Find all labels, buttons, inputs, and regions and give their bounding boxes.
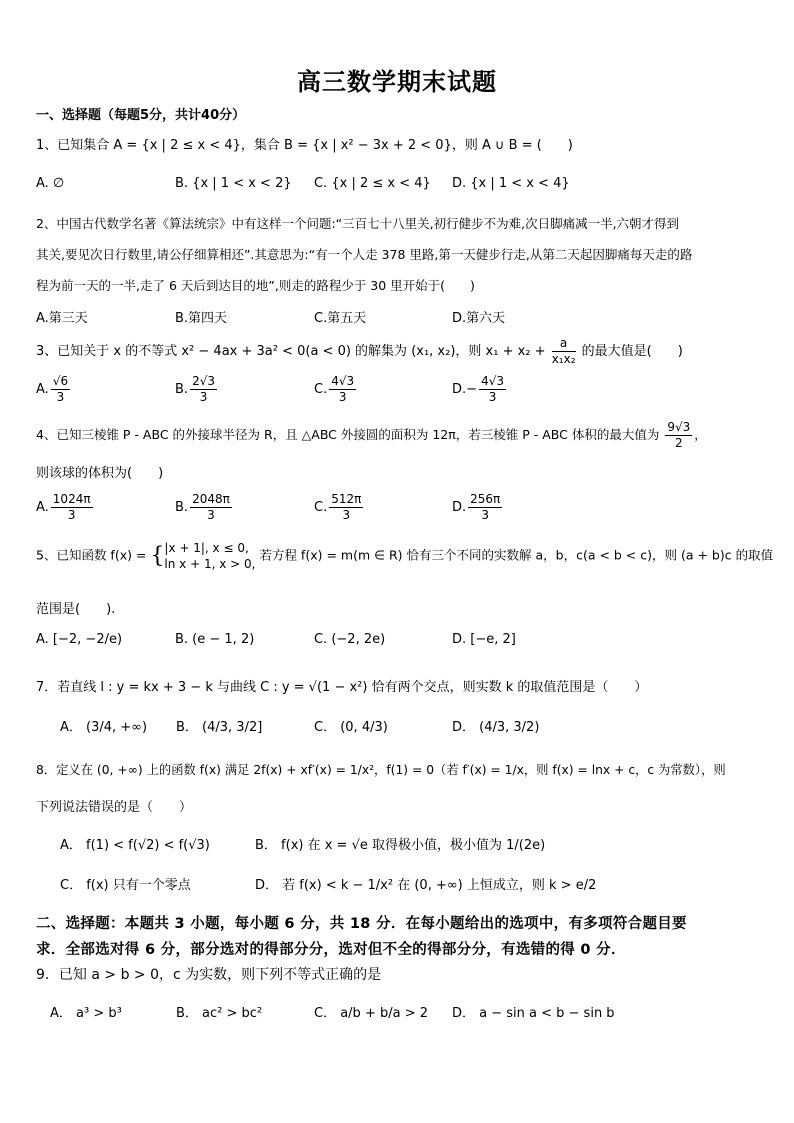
q4-option-b: B. $\frac{2048\pi}{3}$	[175, 492, 230, 522]
q2-line-3: 程为前一天的一半,走了 6 天后到达目的地”,则走的路程少于 30 里开始于( )	[36, 278, 475, 293]
q9-stem: 9．已知 a > b > 0，c 为实数，则下列不等式正确的是	[36, 967, 382, 983]
q3-option-d: D.− $\frac{4√3}{3}$	[452, 374, 504, 404]
q4-option-c: C. $\frac{512\pi}{3}$	[314, 492, 362, 522]
q9-option-c: C． a/b + b/a > 2	[314, 1006, 428, 1021]
q5-stem: 5、已知函数 f(x) = { |x + 1|, x ≤ 0, ln x + 1, x > 0, 若方程 f(x) = m(m ∈ R) 恰有三个不同的实数解 a，b，c(a < b < c)，则 (a + b)c 的取值	[36, 541, 774, 571]
q2-option-b: B.第四天	[175, 311, 228, 326]
section-2-line-1: 二、选择题：本题共 3 小题，每小题 6 分，共 18 分．在每小题给出的选项中，有多项符合题目要	[36, 916, 687, 932]
q2-option-d: D.第六天	[452, 311, 506, 326]
q8-line-2: 下列说法错误的是（ ）	[36, 800, 193, 815]
q1-option-d: D. {x | 1 < x < 4}	[452, 176, 570, 191]
q9-option-a: A． a³ > b³	[50, 1006, 122, 1021]
q1-stem: 1、已知集合 A = {x | 2 ≤ x < 4}，集合 B = {x | x² − 3x + 2 < 0}，则 A ∪ B = ( )	[36, 138, 573, 153]
q7-option-b: B． (4/3, 3/2]	[176, 720, 263, 735]
q7-option-c: C． (0, 4/3)	[314, 720, 388, 735]
q4-fraction: $\frac{9√3}{2}$	[667, 420, 691, 450]
q7-stem: 7．若直线 l : y = kx + 3 − k 与曲线 C : y = √(1 − x²) 恰有两个交点，则实数 k 的取值范围是（ ）	[36, 680, 648, 695]
q3-stem-a: 3、已知关于 x 的不等式 x² − 4ax + 3a² < 0(a < 0) 的解集为 (x₁, x₂)，则 x₁ + x₂ +	[36, 344, 546, 359]
section-2-line-2: 求．全部选对得 6 分，部分选对的得部分分，选对但不全的得部分分，有选错的得 0 分．	[36, 942, 626, 958]
q1-option-c: C. {x | 2 ≤ x < 4}	[314, 176, 431, 191]
q2-line-1: 2、中国古代数学名著《算法统宗》中有这样一个问题:“三百七十八里关,初行健步不为难,次日脚痛减一半,六朝才得到	[36, 216, 680, 231]
q3-option-b: B. $\frac{2√3}{3}$	[175, 374, 215, 404]
q5-stem-a: 5、已知函数 f(x) =	[36, 547, 147, 563]
q5-option-c: C. (−2, 2e)	[314, 632, 386, 647]
q4-stem: 4、已知三棱锥 P - ABC 的外接球半径为 R，且 △ABC 外接圆的面积为 12π，若三棱锥 P - ABC 体积的最大值为 $\frac{9√3}{2}$ ，	[36, 420, 707, 450]
q5-stem-b: 若方程 f(x) = m(m ∈ R) 恰有三个不同的实数解 a，b，c(a < b < c)，则 (a + b)c 的取值	[259, 547, 774, 563]
q9-option-d: D． a − sin a < b − sin b	[452, 1006, 615, 1021]
q5-option-d: D. [−e, 2]	[452, 632, 516, 647]
q4-stem-a: 4、已知三棱锥 P - ABC 的外接球半径为 R，且 △ABC 外接圆的面积为 12π，若三棱锥 P - ABC 体积的最大值为	[36, 427, 660, 442]
q7-option-a: A． (3/4, +∞)	[60, 720, 148, 735]
q5-option-b: B. (e − 1, 2)	[175, 632, 255, 647]
page-title: 高三数学期末试题	[297, 68, 497, 96]
q5-piecewise: |x + 1|, x ≤ 0, ln x + 1, x > 0,	[164, 541, 256, 571]
q8-stem: 8．定义在 (0, +∞) 上的函数 f(x) 满足 2f(x) + xf′(x) = 1/x²，f(1) = 0（若 f′(x) = 1/x，则 f(x) = lnx + c，c 为常数），则	[36, 763, 726, 777]
q8-option-a: A． f(1) < f(√2) < f(√3)	[60, 838, 210, 853]
q8-option-d: D． 若 f(x) < k − 1/x² 在 (0, +∞) 上恒成立，则 k > e/2	[255, 878, 597, 893]
q3-stem	[36, 336, 683, 367]
q8-option-b: B． f(x) 在 x = √e 取得极小值，极小值为 1/(2e)	[255, 838, 546, 853]
q4-option-a: A. $\frac{1024\pi}{3}$	[36, 492, 91, 522]
q5-option-a: A. [−2, −2/e)	[36, 632, 123, 647]
q3-stem-b: 的最大值是( )	[581, 344, 683, 359]
q3-option-c: C. $\frac{4√3}{3}$	[314, 374, 355, 404]
q2-option-c: C.第五天	[314, 311, 367, 326]
q4-line-2: 则该球的体积为( )	[36, 466, 164, 481]
q2-line-2: 其关,要见次日行数里,请公仔细算相还”.其意思为:“有一个人走 378 里路,第一天健步行走,从第二天起因脚痛每天走的路	[36, 247, 693, 262]
section-1-heading: 一、选择题（每题5分，共计40分）	[36, 108, 246, 123]
q1-option-b: B. {x | 1 < x < 2}	[175, 176, 292, 191]
q3-option-a: A. $\frac{√6}{3}$	[36, 374, 69, 404]
q1-option-a: A. ∅	[36, 176, 65, 191]
q4-option-d: D. $\frac{256\pi}{3}$	[452, 492, 501, 522]
q3-fraction: $\frac{a}{\text{x₁x₂}}$	[551, 336, 576, 366]
q2-option-a: A.第三天	[36, 311, 88, 326]
q8-option-c: C． f(x) 只有一个零点	[60, 878, 191, 893]
q7-option-d: D． (4/3, 3/2)	[452, 720, 540, 735]
q5-line-2: 范围是( ).	[36, 602, 116, 617]
q9-option-b: B． ac² > bc²	[176, 1006, 263, 1021]
